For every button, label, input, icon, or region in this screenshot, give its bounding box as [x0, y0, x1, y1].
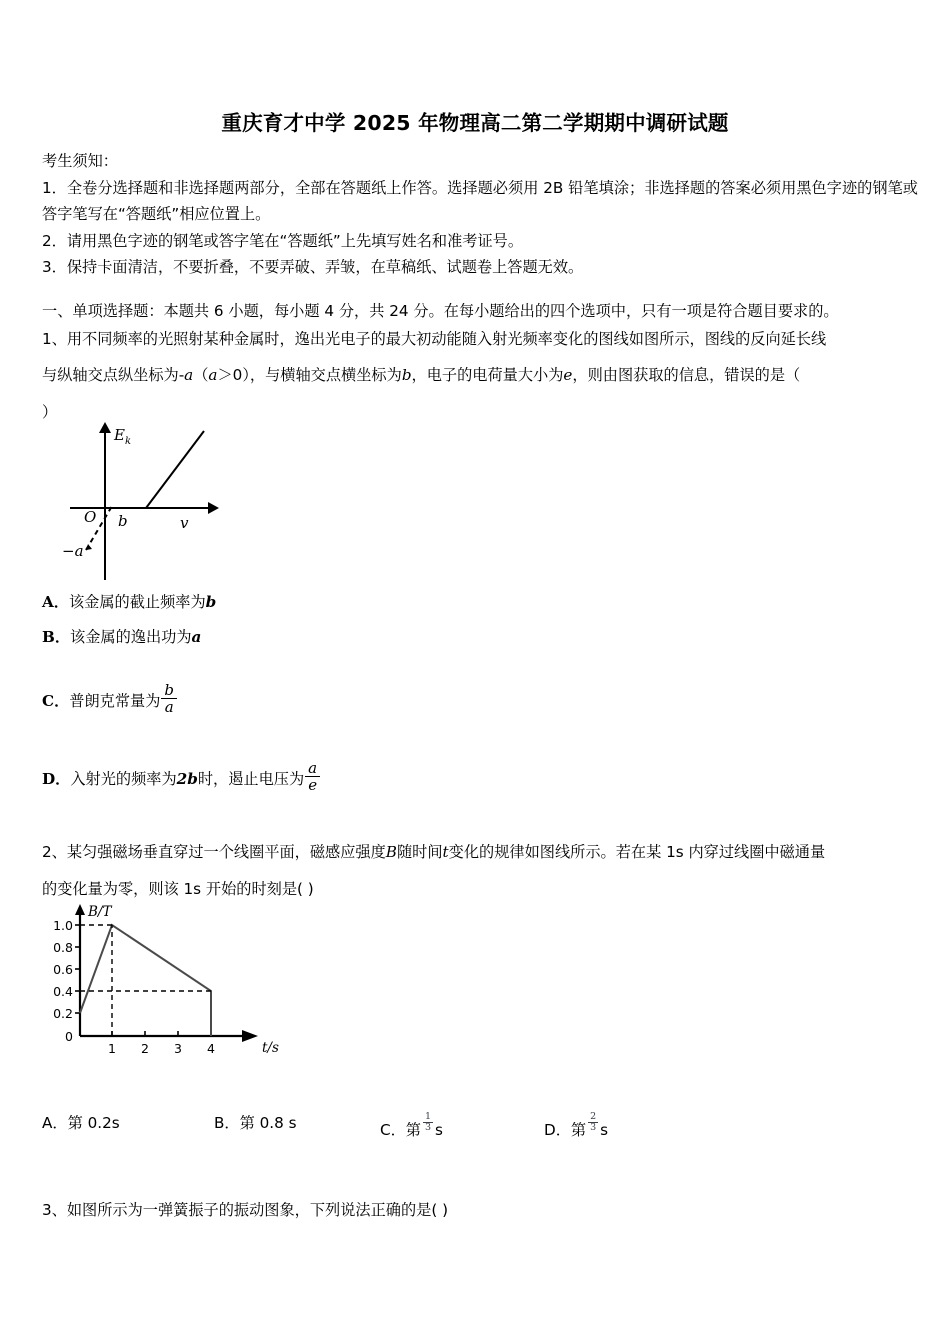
q2-option-b-text: 第 0.8 s	[239, 1114, 297, 1132]
q2-option-c-marker: C．	[380, 1121, 406, 1140]
question-1-stem	[42, 325, 918, 427]
option-b-text: 该金属的逸出功为	[70, 628, 192, 646]
figure1-x-intercept-label: b	[118, 512, 128, 530]
option-c-fraction-numerator: b	[164, 681, 175, 699]
option-a-var: b	[205, 593, 217, 611]
q2-option-a-marker: A．	[42, 1114, 68, 1132]
option-d-fraction	[305, 760, 320, 793]
question-1-number: 1、	[42, 330, 67, 348]
question-1-option-b[interactable]	[42, 625, 201, 649]
question-1-option-d[interactable]	[42, 760, 321, 793]
q2-option-a-text: 第 0.2s	[67, 1114, 120, 1132]
chart-ytick-0-8: 0.8	[53, 940, 73, 955]
question-2-options	[42, 1098, 922, 1138]
question-2-option-a[interactable]	[42, 1112, 120, 1133]
q1-l2-part-c: ＞0），与横轴交点横坐标为	[217, 366, 402, 384]
question-1-stem-line3: ）	[42, 403, 58, 421]
option-c-text: 普朗克常量为	[69, 691, 161, 710]
q1-var-b: b	[401, 366, 412, 384]
section-one-heading: 一、单项选择题：本题共 6 小题，每小题 4 分，共 24 分。在每小题给出的四个选项中，只有一项是符合题目要求的。	[42, 302, 839, 320]
q1-var-a1: a	[184, 366, 194, 384]
chart-xtick-4: 4	[207, 1041, 215, 1056]
q1-l2-part-d: ，电子的电荷量大小为	[411, 366, 564, 384]
option-c-fraction-denominator: a	[161, 698, 177, 715]
q2-option-d-fraction-denominator: 3	[590, 1121, 597, 1133]
option-b-var: a	[191, 628, 202, 646]
option-d-text-before: 入射光的频率为	[70, 769, 177, 788]
q2-option-d-text-before: 第	[570, 1121, 587, 1140]
notice-item-2: 2．请用黑色字迹的钢笔或答字笔在“答题纸”上先填写姓名和准考证号。	[42, 231, 524, 250]
page-title: 重庆育才中学 2025 年物理高二第二学期期中调研试题	[221, 111, 729, 135]
question-3-stem	[42, 1196, 918, 1225]
chart-ytick-0-2: 0.2	[53, 1006, 73, 1021]
option-a-text: 该金属的截止频率为	[68, 593, 206, 611]
chart-x-axis-arrow-icon	[242, 1030, 258, 1042]
q2-option-b-marker: B．	[214, 1114, 240, 1132]
notice-heading: 考生须知：	[42, 152, 118, 170]
candidate-notice	[42, 148, 918, 281]
question-2-option-d[interactable]	[544, 1112, 608, 1140]
question-1-option-c[interactable]	[42, 682, 178, 715]
question-1-stem-line1: 用不同频率的光照射某种金属时，逸出光电子的最大初动能随入射光频率变化的图线如图所示，图线的反向延长线	[66, 330, 827, 348]
question-2-option-c[interactable]	[380, 1112, 443, 1140]
chart-y-axis-label: B/T	[88, 904, 112, 920]
option-a-marker: A．	[42, 593, 69, 611]
chart-ytick-0-4: 0.4	[53, 984, 73, 999]
q2-option-c-fraction	[423, 1112, 433, 1133]
question-2-option-b[interactable]	[214, 1112, 297, 1133]
chart-ytick-0: 0	[65, 1029, 73, 1044]
q2-option-c-text-after: s	[435, 1121, 443, 1140]
q2-var-B: B	[385, 843, 397, 861]
chart-x-axis-label: t/s	[262, 1040, 279, 1056]
q2-option-c-fraction-numerator: 1	[424, 1111, 432, 1122]
q2-option-d-fraction-numerator: 2	[590, 1111, 597, 1122]
notice-item-3: 3．保持卡面清洁，不要折叠，不要弄破、弄皱，在草稿纸、试题卷上答题无效。	[42, 258, 584, 276]
option-c-fraction	[161, 682, 177, 715]
option-b-marker: B．	[42, 628, 71, 646]
option-d-marker: D．	[42, 769, 71, 788]
q1-l2-part-e: ，则由图获取的信息，错误的是（	[572, 366, 801, 384]
option-d-var: 2b	[176, 769, 198, 788]
chart-ytick-0-6: 0.6	[53, 962, 73, 977]
question-2-number: 2、	[42, 843, 67, 861]
option-d-fraction-denominator: e	[305, 776, 320, 793]
chart-xtick-1: 1	[108, 1041, 116, 1056]
chart-data-line	[80, 925, 211, 1036]
figure1-y-label-subscript: k	[124, 436, 132, 447]
figure-magnetic-flux-b-t	[48, 900, 298, 1060]
q1-var-a2: a	[208, 366, 218, 384]
chart-xtick-2: 2	[141, 1041, 149, 1056]
figure1-y-intercept-label: −a	[62, 542, 84, 560]
question-2-stem-line2: 的变化量为零，则该 1s 开始的时刻是( )	[42, 880, 314, 898]
q1-l2-part-b: （	[193, 366, 209, 384]
notice-item-1: 1．全卷分选择题和非选择题两部分，全部在答题纸上作答。选择题必须用 2B 铅笔填涂；非选择题的答案必须用黑色字迹的钢笔或答字笔写在“答题纸”相应位置上。	[42, 178, 918, 223]
q2-option-c-text-before: 第	[405, 1121, 421, 1140]
question-3-stem-text: 如图所示为一弹簧振子的振动图象，下列说法正确的是( )	[66, 1201, 449, 1219]
q2-option-c-fraction-denominator: 3	[424, 1121, 432, 1133]
x-axis-arrow-icon	[208, 502, 219, 514]
chart-y-axis-arrow-icon	[75, 904, 85, 915]
q1-var-e: e	[563, 366, 573, 384]
question-1-stem-line2	[42, 361, 918, 390]
figure1-y-axis-label: $E_k$	[114, 426, 132, 447]
q2-var-t: t	[442, 843, 449, 861]
figure-photoelectric-ek-v	[40, 420, 250, 580]
figure1-x-axis-label: v	[180, 514, 189, 532]
q2-option-d-marker: D．	[544, 1121, 571, 1140]
chart-b-vs-t	[48, 900, 298, 1060]
q1-l2-part-a: 与纵轴交点纵坐标为-	[42, 366, 185, 384]
option-c-marker: C．	[42, 691, 70, 710]
question-2-stem	[42, 838, 918, 904]
q2-option-d-fraction	[588, 1112, 598, 1133]
option-d-fraction-numerator: a	[308, 759, 318, 777]
q2-l1-part-c: 变化的规律如图线所示。若在某 1s 内穿过线圈中磁通量	[448, 843, 826, 861]
question-1-option-a[interactable]	[42, 590, 216, 614]
question-3-number: 3、	[42, 1201, 67, 1219]
q2-option-d-text-after: s	[600, 1121, 609, 1140]
chart-ytick-1-0: 1.0	[53, 918, 73, 933]
figure1-origin-label: O	[84, 508, 97, 526]
q2-l1-part-b: 随时间	[396, 843, 443, 861]
q2-l1-part-a: 某匀强磁场垂直穿过一个线圈平面，磁感应强度	[66, 843, 386, 861]
chart-xtick-3: 3	[174, 1041, 182, 1056]
option-d-text-mid: 时，遏止电压为	[197, 769, 305, 788]
